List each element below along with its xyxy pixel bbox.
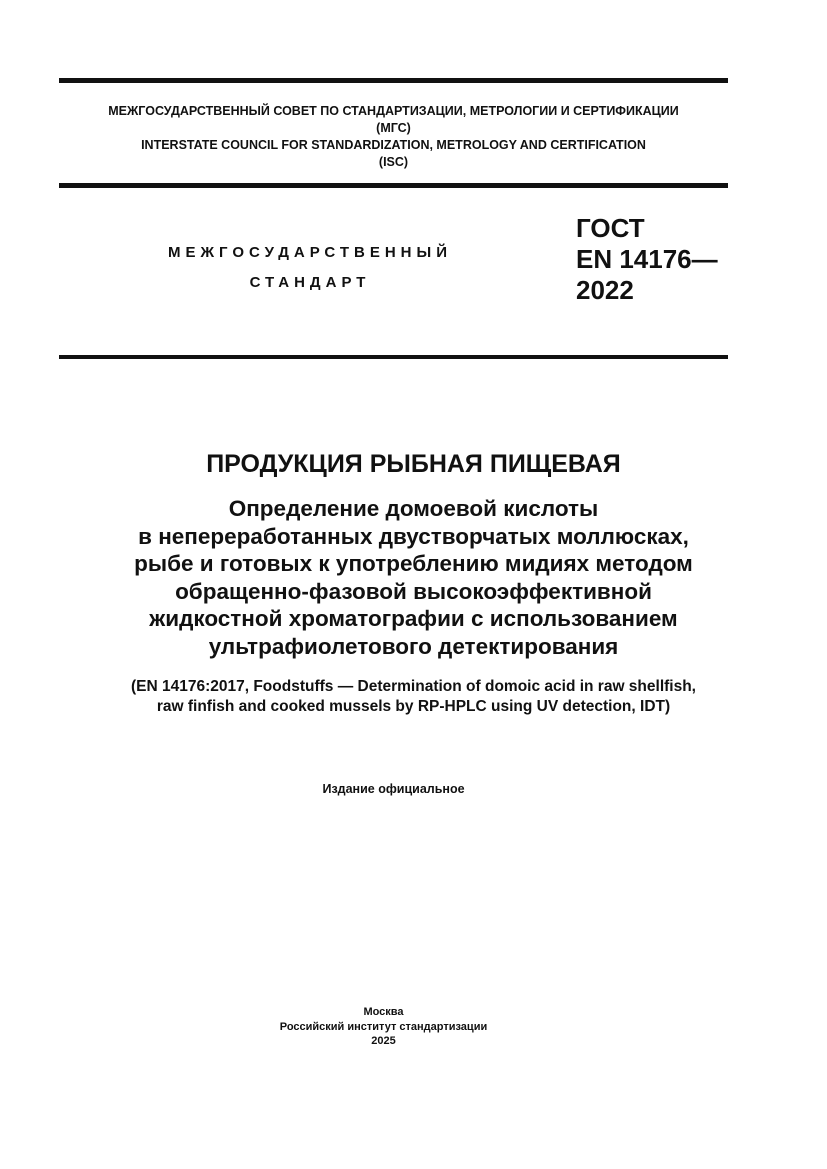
subtitle-line: ультрафиолетового детектирования [208, 633, 619, 659]
designation-line2: EN 14176— [576, 244, 718, 274]
top-rule [59, 78, 728, 83]
standard-type-line1: МЕЖГОСУДАРСТВЕННЫЙ [168, 244, 452, 261]
subtitle-line: Определение домоевой кислоты [228, 496, 599, 521]
imprint-publisher: Российский институт стандартизации [279, 1020, 488, 1033]
en-reference-line: (EN 14176:2017, Foodstuffs — Determination of domoic acid in raw shellfish, [130, 678, 696, 695]
bottom-rule [59, 355, 728, 359]
imprint-year: 2025 [371, 1035, 396, 1047]
subtitle-line: в непереработанных двустворчатых моллюсках, [138, 523, 689, 549]
imprint [40, 1005, 727, 1049]
council-header [59, 103, 728, 171]
subtitle-line: рыбе и готовых к употреблению мидиях методом [134, 551, 693, 576]
imprint-city: Москва [363, 1006, 404, 1018]
en-reference-line: raw finfish and cooked mussels by RP-HPLC using UV detection, IDT) [156, 698, 671, 715]
subtitle-line: обращенно-фазовой высокоэффективной [175, 578, 652, 604]
council-name-en: INTERSTATE COUNCIL FOR STANDARDIZATION, METROLOGY AND CERTIFICATION [141, 138, 646, 152]
document-title: ПРОДУКЦИЯ РЫБНАЯ ПИЩЕВАЯ [206, 450, 621, 478]
designation-line3: 2022 [576, 275, 634, 305]
standard-designation [576, 213, 718, 306]
designation-line1: ГОСТ [576, 213, 645, 243]
council-abbr-en: (ISC) [378, 155, 409, 169]
standard-type-label [120, 238, 500, 298]
en-reference [40, 677, 787, 717]
subtitle-line: жидкостной хроматографии с использованием [149, 606, 678, 631]
edition-note: Издание официальное [322, 782, 465, 796]
document-subtitle [40, 495, 787, 660]
middle-rule [59, 183, 728, 188]
council-abbr-ru: (МГС) [376, 121, 411, 135]
council-name-ru: МЕЖГОСУДАРСТВЕННЫЙ СОВЕТ ПО СТАНДАРТИЗАЦИИ, МЕТРОЛОГИИ И СЕРТИФИКАЦИИ [108, 104, 679, 118]
standard-type-line2: СТАНДАРТ [249, 274, 371, 291]
